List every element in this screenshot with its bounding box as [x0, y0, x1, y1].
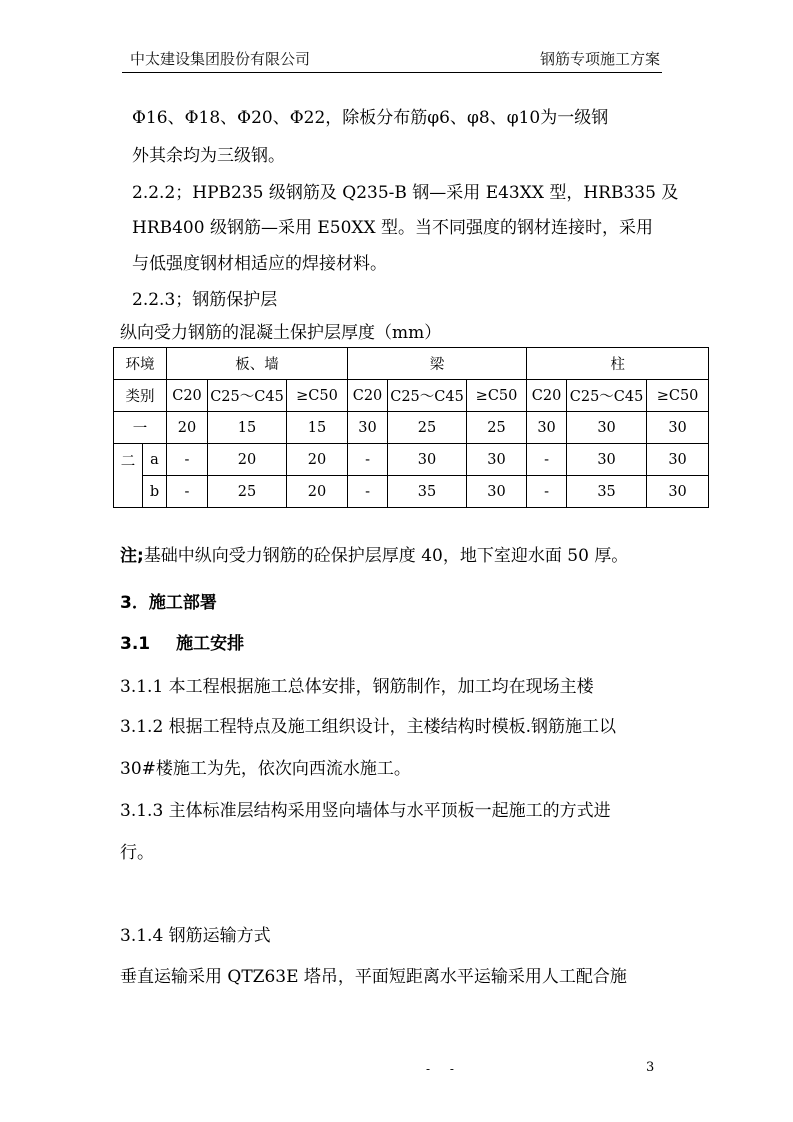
header-category: 类别: [114, 380, 167, 412]
paragraph-line: 3.1.4 钢筋运输方式: [120, 926, 271, 946]
paragraph-line: 与低强度钢材相适应的焊接材料。: [132, 254, 387, 274]
paragraph-line: 30#楼施工为先，依次向西流水施工。: [120, 759, 411, 779]
grade-cell: C25～C45: [388, 380, 467, 412]
section-3-1-title: 施工安排: [176, 634, 245, 654]
value-cell: 25: [208, 476, 287, 508]
value-cell: 25: [388, 412, 467, 444]
paragraph-line: 垂直运输采用 QTZ63E 塔吊，平面短距离水平运输采用人工配合施: [120, 967, 627, 987]
grade-cell: ≥C50: [647, 380, 709, 412]
paragraph-line: 行。: [120, 843, 154, 863]
section-heading-2-2-3: 2.2.3；钢筋保护层: [132, 290, 278, 310]
value-cell: 25: [467, 412, 527, 444]
header-rule: [122, 72, 662, 73]
note-text: 基础中纵向受力钢筋的砼保护层厚度 40，地下室迎水面 50 厚。: [143, 546, 629, 566]
grade-cell: ≥C50: [467, 380, 527, 412]
value-cell: 30: [467, 476, 527, 508]
value-cell: 20: [167, 412, 208, 444]
value-cell: -: [527, 444, 567, 476]
grade-cell: C20: [348, 380, 388, 412]
grade-cell: ≥C50: [287, 380, 348, 412]
table-row: [114, 476, 709, 508]
value-cell: 30: [567, 444, 647, 476]
value-cell: -: [348, 444, 388, 476]
paragraph-line: 外其余均为三级钢。: [132, 146, 285, 166]
value-cell: 30: [467, 444, 527, 476]
header-beam: 梁: [348, 348, 527, 380]
paragraph-line: 3.1.2 根据工程特点及施工组织设计，主楼结构时模板.钢筋施工以: [120, 717, 617, 737]
header-doc-title: 钢筋专项施工方案: [539, 50, 660, 68]
sub-env-cell: a: [143, 444, 167, 476]
table-header-row: [114, 348, 709, 380]
value-cell: 15: [287, 412, 348, 444]
value-cell: 35: [388, 476, 467, 508]
page-number: 3: [646, 1060, 655, 1075]
note-line: [120, 545, 628, 567]
table-grade-row: [114, 380, 709, 412]
table-caption: 纵向受力钢筋的混凝土保护层厚度（mm）: [120, 323, 442, 343]
value-cell: 15: [208, 412, 287, 444]
value-cell: 35: [567, 476, 647, 508]
value-cell: -: [167, 476, 208, 508]
header-column: 柱: [527, 348, 709, 380]
value-cell: 30: [527, 412, 567, 444]
value-cell: 30: [647, 444, 709, 476]
cover-thickness-table: [113, 347, 709, 508]
env-cell: 二: [114, 444, 143, 508]
value-cell: -: [167, 444, 208, 476]
grade-cell: C20: [527, 380, 567, 412]
paragraph-line: 3.1.1 本工程根据施工总体安排，钢筋制作，加工均在现场主楼: [120, 677, 594, 697]
table-row: [114, 412, 709, 444]
value-cell: 30: [388, 444, 467, 476]
grade-cell: C25～C45: [208, 380, 287, 412]
sub-env-cell: b: [143, 476, 167, 508]
grade-cell: C20: [167, 380, 208, 412]
note-label: 注;: [120, 546, 144, 566]
paragraph-line: HRB400 级钢筋—采用 E50XX 型。当不同强度的钢材连接时，采用: [132, 218, 654, 238]
paragraph-line: Φ16、Φ18、Φ20、Φ22，除板分布筋φ6、φ8、φ10为一级钢: [132, 108, 609, 128]
header-env: 环境: [114, 348, 167, 380]
section-3-title: 3．施工部署: [120, 593, 217, 613]
value-cell: -: [348, 476, 388, 508]
value-cell: 30: [647, 476, 709, 508]
env-cell: 一: [114, 412, 167, 444]
paragraph-line: 2.2.2；HPB235 级钢筋及 Q235-B 钢—采用 E43XX 型，HRB335 及: [132, 183, 679, 203]
value-cell: 20: [287, 476, 348, 508]
value-cell: 20: [287, 444, 348, 476]
header-slab-wall: 板、墙: [167, 348, 348, 380]
value-cell: 30: [348, 412, 388, 444]
paragraph-line: 3.1.3 主体标准层结构采用竖向墙体与水平顶板一起施工的方式进: [120, 801, 611, 821]
footer-dashes: - -: [426, 1062, 462, 1076]
value-cell: 30: [567, 412, 647, 444]
value-cell: -: [527, 476, 567, 508]
section-3-1-heading: [120, 633, 244, 655]
value-cell: 20: [208, 444, 287, 476]
table-row: [114, 444, 709, 476]
value-cell: 30: [647, 412, 709, 444]
header-company: 中太建设集团股份有限公司: [130, 50, 311, 68]
grade-cell: C25～C45: [567, 380, 647, 412]
section-3-1-number: 3.1: [120, 634, 151, 654]
